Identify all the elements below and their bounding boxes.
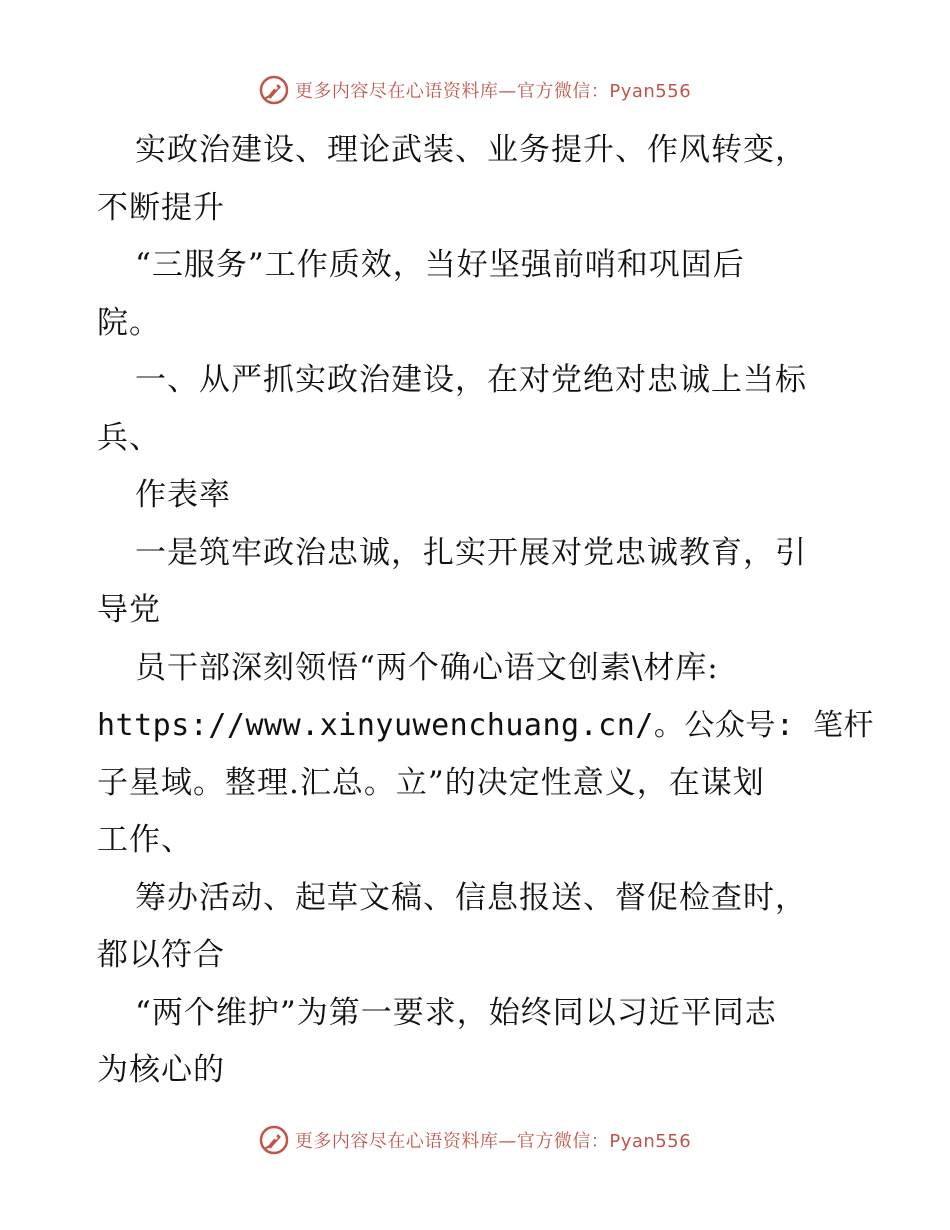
body-line: 不断提升 — [97, 189, 225, 226]
body-line: “两个维护”为第一要求，始终同以习近平同志 — [135, 994, 777, 1031]
footer-banner — [0, 1120, 950, 1160]
footer-banner-text: 更多内容尽在心语资料库—官方微信：Pyan556 — [294, 1131, 692, 1152]
body-line: 实政治建设、理论武装、业务提升、作风转变， — [135, 132, 807, 168]
body-line: 子星域。整理.汇总。立”的决定性意义，在谋划 — [97, 764, 765, 801]
section-heading: 一、从严抓实政治建设，在对党绝对忠诚上当标 — [135, 362, 807, 398]
body-line: “三服务”工作质效，当好坚强前哨和巩固后 — [135, 247, 745, 283]
body-line: 都以符合 — [97, 937, 225, 973]
body-line: 员干部深刻领悟“两个确心语文创素\材库: — [135, 649, 719, 686]
body-line: 导党 — [97, 592, 161, 628]
body-line: 筹办活动、起草文稿、信息报送、督促检查时， — [135, 879, 807, 916]
body-line: 为核心的 — [97, 1052, 225, 1088]
body-line: 院。 — [97, 304, 161, 341]
body-line-url: https://www.xinyuwenchuang.cn/。公众号: 笔杆 — [97, 708, 874, 743]
body-line: 一是筑牢政治忠诚，扎实开展对党忠诚教育，引 — [135, 534, 807, 571]
header-banner — [0, 70, 950, 110]
header-banner-text: 更多内容尽在心语资料库—官方微信：Pyan556 — [294, 81, 692, 102]
pen-nib-logo-icon — [259, 1125, 289, 1155]
section-heading: 作表率 — [135, 477, 231, 513]
pen-nib-logo-icon — [259, 75, 289, 105]
body-line: 工作、 — [97, 822, 193, 858]
document-body — [97, 122, 874, 1100]
section-heading: 兵、 — [97, 419, 161, 456]
